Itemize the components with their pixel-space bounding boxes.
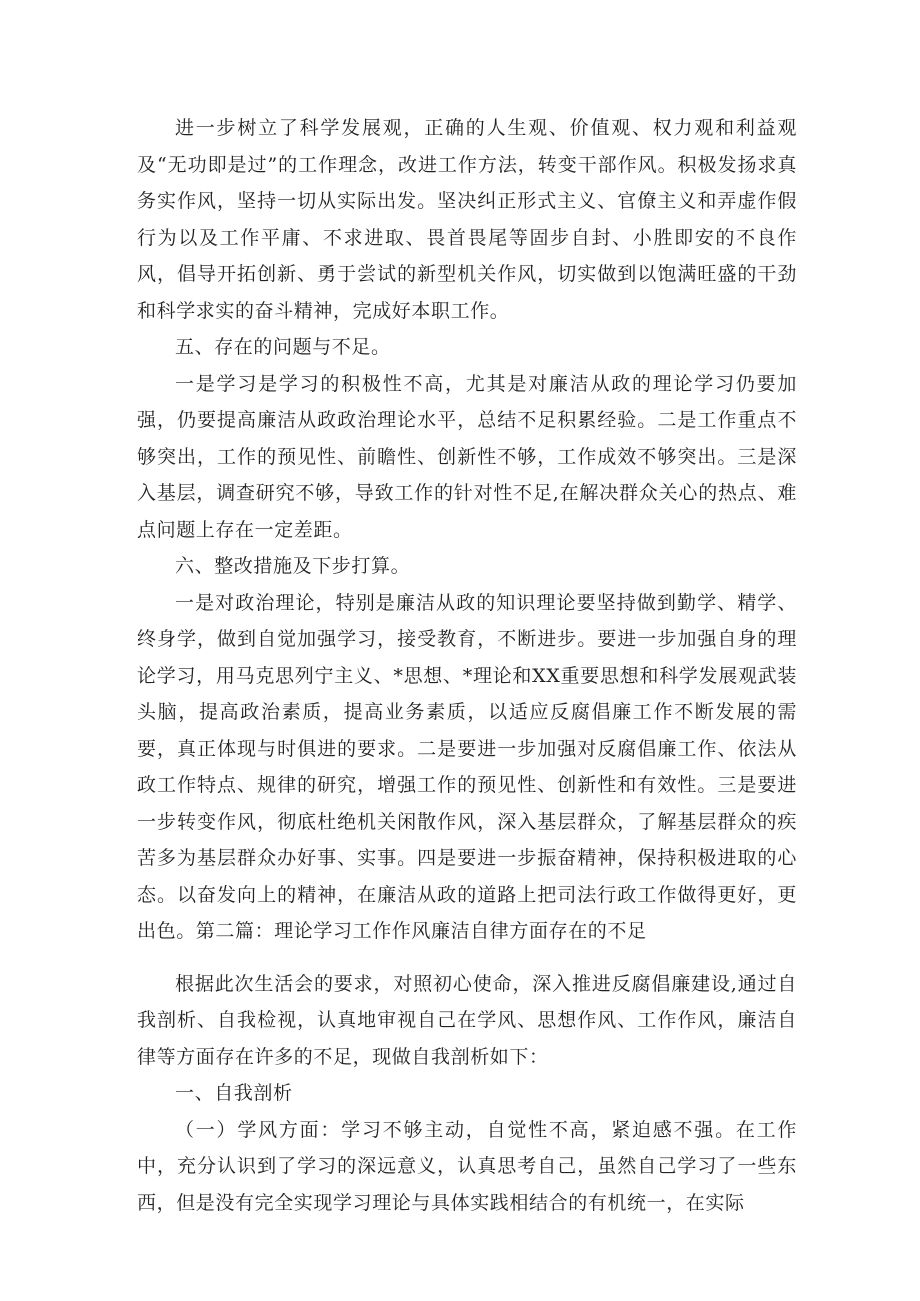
paragraph-work-style: 进一步树立了科学发展观，正确的人生观、价值观、权力观和利益观及“无功即是过”的工作理念，改进工作方法，转变干部作风。积极发扬求真务实作风，坚持一切从实际出发。坚决纠正形式主义、官僚主义和弄虚作假行为以及工作平庸、不求进取、畏首畏尾等固步自封、小胜即安的不良作风，倡导开拓创新、勇于尝试的新型机关作风，切实做到以饱满旺盛的干劲和科学求实的奋斗精神，完成好本职工作。 [137,117,797,322]
paragraph-rectification: 一是对政治理论，特别是廉洁从政的知识理论要坚持做到勤学、精学、终身学，做到自觉加强学习，接受教育，不断进步。要进一步加强自身的理论学习，用马克思列宁主义、*思想、*理论和XX重要思想和科学发展观武装头脑，提高政治素质，提高业务素质，以适应反腐倡廉工作不断发展的需要，真正体现与时俱进的要求。二是要进一步加强对反腐倡廉工作、依法从政工作特点、规律的研究，增强工作的预见性、创新性和有效性。三是要进一步转变作风，彻底杜绝机关闲散作风，深入基层群众，了解基层群众的疾苦多为基层群众办好事、实事。四是要进一步振奋精神，保持积极进取的心态。以奋发向上的精神，在廉洁从政的道路上把司法行政工作做得更好，更出色。第二篇：理论学习工作作风廉洁自律方面存在的不足 [137,591,797,942]
heading-problems: 五、存在的问题与不足。 [175,336,391,358]
heading-rectification: 六、整改措施及下步打算。 [175,555,411,577]
paragraph-problems: 一是学习是学习的积极性不高，尤其是对廉洁从政的理论学习仍要加强，仍要提高廉洁从政政治理论水平，总结不足积累经验。二是工作重点不够突出，工作的预见性、前瞻性、创新性不够，工作成效不够突出。三是深入基层，调查研究不够，导致工作的针对性不足,在解决群众关心的热点、难点问题上存在一定差距。 [137,372,797,541]
paragraph-study-style: （一）学风方面：学习不够主动，自觉性不高，紧迫感不强。在工作中，充分认识到了学习的深远意义，认真思考自己，虽然自己学习了一些东西，但是没有完全实现学习理论与具体实践相结合的有机统一，在实际 [137,1118,797,1214]
heading-self-analysis: 一、自我剖析 [175,1082,293,1104]
paragraph-intro-part-two: 根据此次生活会的要求，对照初心使命，深入推进反腐倡廉建设,通过自我剖析、自我检视，认真地审视自己在学风、思想作风、工作作风，廉洁自律等方面存在许多的不足，现做自我剖析如下： [137,972,797,1068]
document-body [137,110,797,1221]
